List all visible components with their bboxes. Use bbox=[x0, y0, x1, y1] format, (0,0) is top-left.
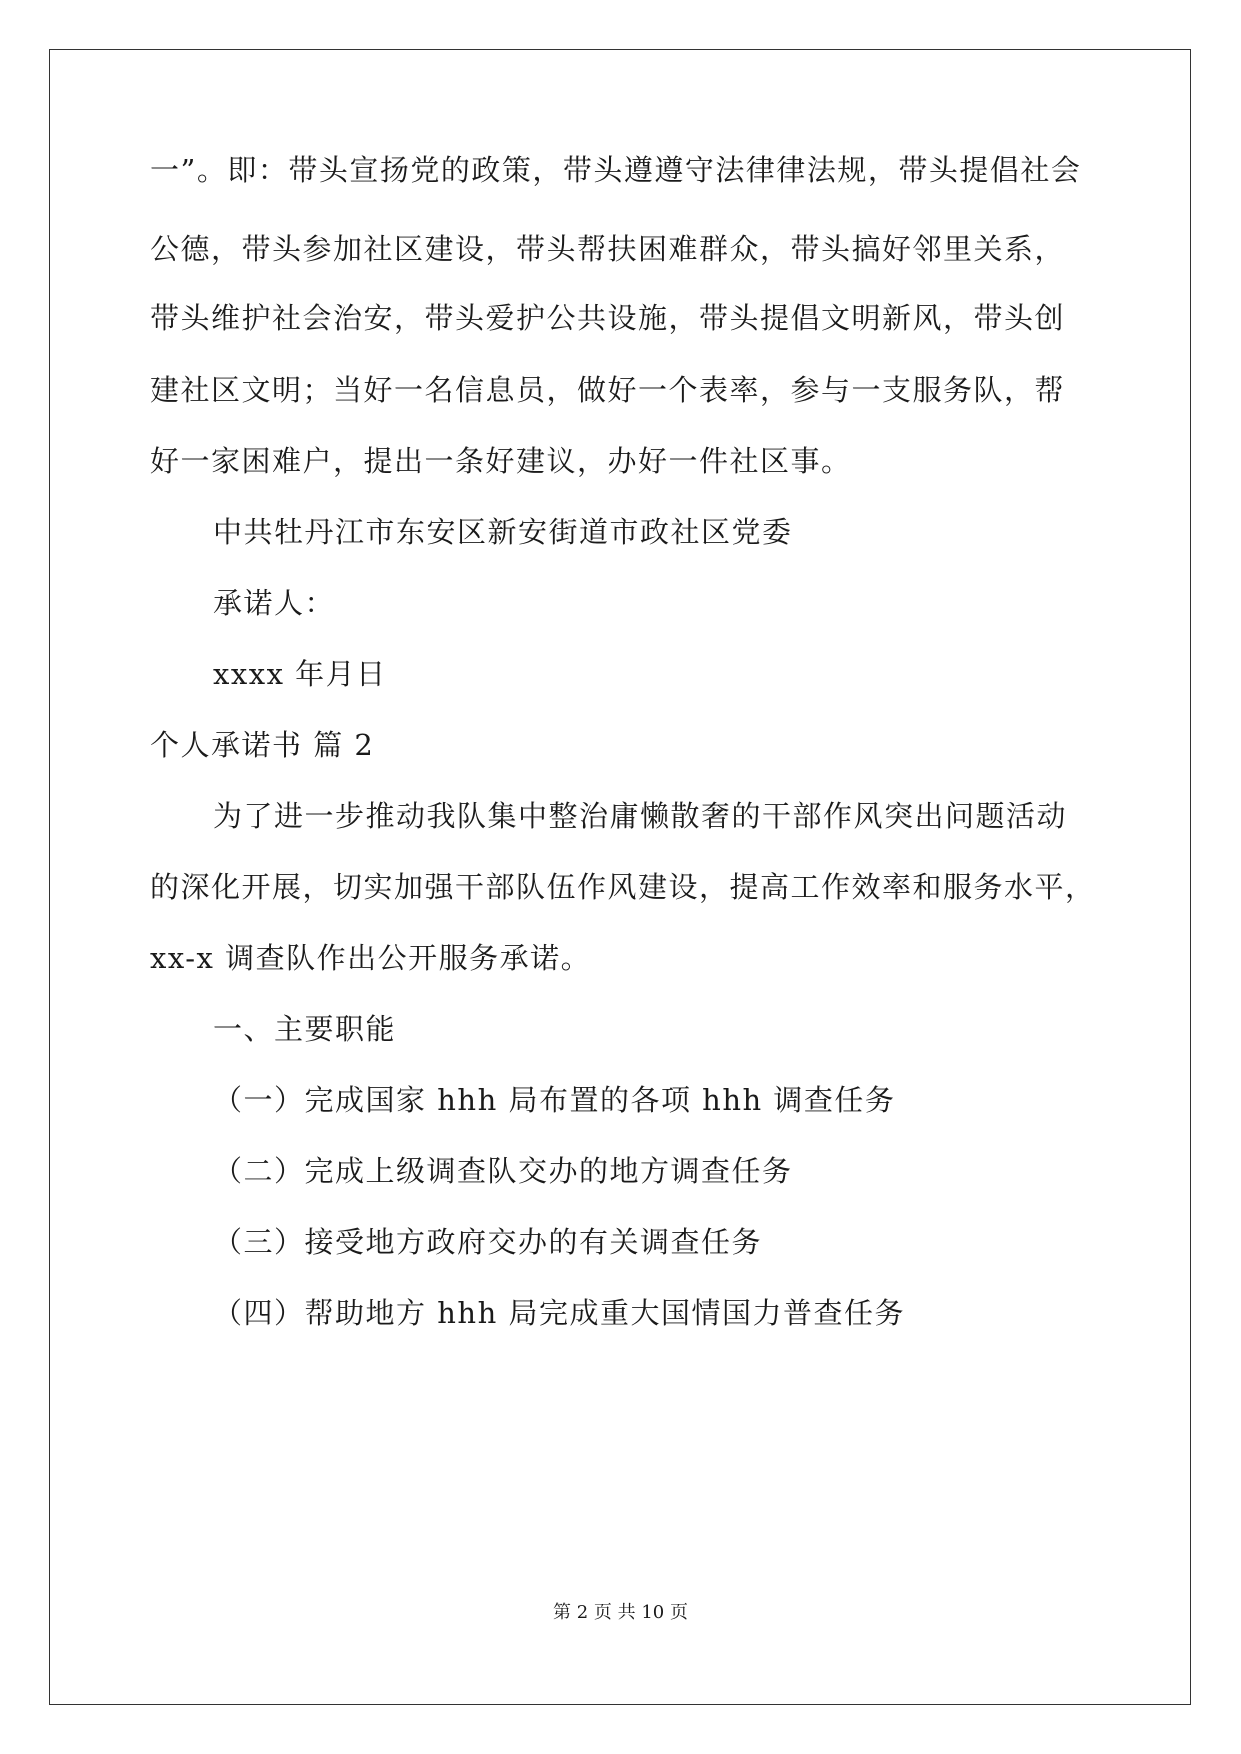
list-item: （三）接受地方政府交办的有关调查任务 bbox=[213, 1225, 763, 1259]
body-text-line: xx-x 调查队作出公开服务承诺。 bbox=[150, 941, 592, 975]
organization-name: 中共牡丹江市东安区新安街道市政社区党委 bbox=[213, 515, 793, 549]
body-text-line: 公德，带头参加社区建设，带头帮扶困难群众，带头搞好邻里关系， bbox=[150, 232, 1066, 266]
section-heading: 个人承诺书 篇 2 bbox=[150, 728, 375, 762]
page-footer: 第 2 页 共 10 页 bbox=[553, 1602, 688, 1623]
list-item: （二）完成上级调查队交办的地方调查任务 bbox=[213, 1154, 793, 1188]
subsection-heading: 一、主要职能 bbox=[213, 1012, 397, 1046]
list-item: （一）完成国家 hhh 局布置的各项 hhh 调查任务 bbox=[213, 1083, 896, 1117]
body-text-line: 为了进一步推动我队集中整治庸懒散奢的干部作风突出问题活动 bbox=[213, 799, 1068, 833]
date-line: xxxx 年月日 bbox=[213, 657, 387, 691]
body-text-line: 好一家困难户，提出一条好建议，办好一件社区事。 bbox=[150, 444, 852, 478]
body-text-line: 一”。即：带头宣扬党的政策，带头遵遵守法律律法规，带头提倡社会 bbox=[150, 153, 1082, 187]
body-text-line: 建社区文明；当好一名信息员，做好一个表率，参与一支服务队，帮 bbox=[150, 373, 1066, 407]
body-text-line: 的深化开展，切实加强干部队伍作风建设，提高工作效率和服务水平， bbox=[150, 870, 1096, 904]
promisor-label: 承诺人： bbox=[213, 586, 336, 620]
list-item: （四）帮助地方 hhh 局完成重大国情国力普查任务 bbox=[213, 1296, 905, 1330]
body-text-line: 带头维护社会治安，带头爱护公共设施，带头提倡文明新风，带头创 bbox=[150, 301, 1066, 335]
